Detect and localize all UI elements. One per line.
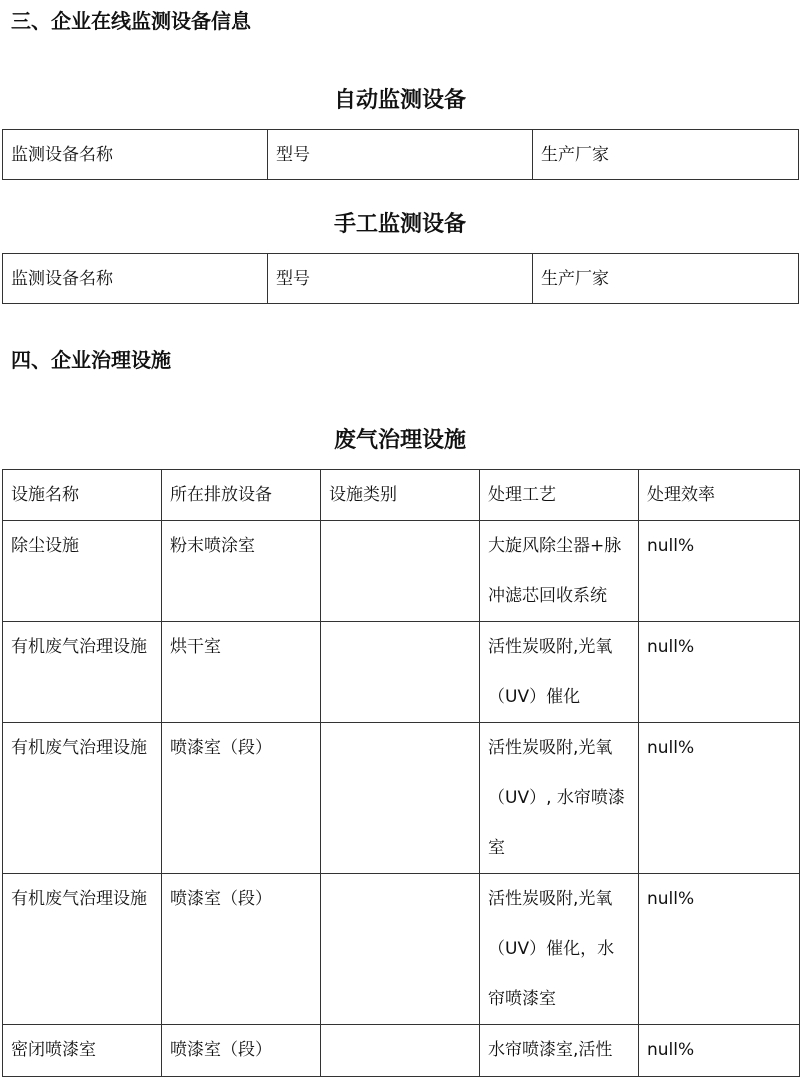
auto-monitoring-table: [2, 129, 799, 180]
facility-category-cell: [321, 723, 480, 874]
column-header-facility-category: 设施类别: [321, 470, 480, 521]
emission-equipment-cell: 喷漆室（段）: [162, 1025, 321, 1077]
table-row: [3, 723, 800, 874]
facility-category-cell: [321, 521, 480, 622]
manual-monitoring-table: [2, 253, 799, 304]
efficiency-cell: null%: [639, 1025, 800, 1077]
facility-name-cell: 有机废气治理设施: [3, 874, 162, 1025]
facility-name-cell: 有机废气治理设施: [3, 723, 162, 874]
process-cell: 大旋风除尘器+脉冲滤芯回收系统: [480, 521, 639, 622]
emission-equipment-cell: 粉末喷涂室: [162, 521, 321, 622]
column-header-equipment-name: 监测设备名称: [3, 130, 268, 180]
manual-monitoring-title: 手工监测设备: [333, 212, 466, 237]
process-cell: 水帘喷漆室,活性: [480, 1025, 639, 1077]
section-4-title: 四、企业治理设施: [11, 348, 171, 372]
process-cell: 活性炭吸附,光氧（UV）催化，水帘喷漆室: [480, 874, 639, 1025]
column-header-equipment-name: 监测设备名称: [3, 254, 268, 304]
column-header-manufacturer: 生产厂家: [533, 254, 799, 304]
process-cell: 活性炭吸附,光氧（UV）, 水帘喷漆室: [480, 723, 639, 874]
efficiency-cell: null%: [639, 723, 800, 874]
table-row: [3, 521, 800, 622]
efficiency-cell: null%: [639, 874, 800, 1025]
column-header-facility-name: 设施名称: [3, 470, 162, 521]
facility-category-cell: [321, 1025, 480, 1077]
facility-category-cell: [321, 622, 480, 723]
column-header-manufacturer: 生产厂家: [533, 130, 799, 180]
table-header-row: [3, 254, 799, 304]
table-header-row: [3, 130, 799, 180]
facility-name-cell: 有机废气治理设施: [3, 622, 162, 723]
column-header-emission-equipment: 所在排放设备: [162, 470, 321, 521]
column-header-model: 型号: [268, 254, 533, 304]
emission-equipment-cell: 烘干室: [162, 622, 321, 723]
table-row: [3, 874, 800, 1025]
waste-gas-facilities-table: [2, 469, 800, 1077]
table-row: [3, 1025, 800, 1077]
process-cell: 活性炭吸附,光氧（UV）催化: [480, 622, 639, 723]
column-header-model: 型号: [268, 130, 533, 180]
table-row: [3, 622, 800, 723]
auto-monitoring-title: 自动监测设备: [333, 88, 466, 113]
column-header-process: 处理工艺: [480, 470, 639, 521]
table-header-row: [3, 470, 800, 521]
waste-gas-facilities-title: 废气治理设施: [333, 428, 466, 453]
efficiency-cell: null%: [639, 521, 800, 622]
section-3-title: 三、企业在线监测设备信息: [11, 9, 251, 33]
facility-category-cell: [321, 874, 480, 1025]
column-header-efficiency: 处理效率: [639, 470, 800, 521]
emission-equipment-cell: 喷漆室（段）: [162, 723, 321, 874]
facility-name-cell: 除尘设施: [3, 521, 162, 622]
efficiency-cell: null%: [639, 622, 800, 723]
facility-name-cell: 密闭喷漆室: [3, 1025, 162, 1077]
emission-equipment-cell: 喷漆室（段）: [162, 874, 321, 1025]
